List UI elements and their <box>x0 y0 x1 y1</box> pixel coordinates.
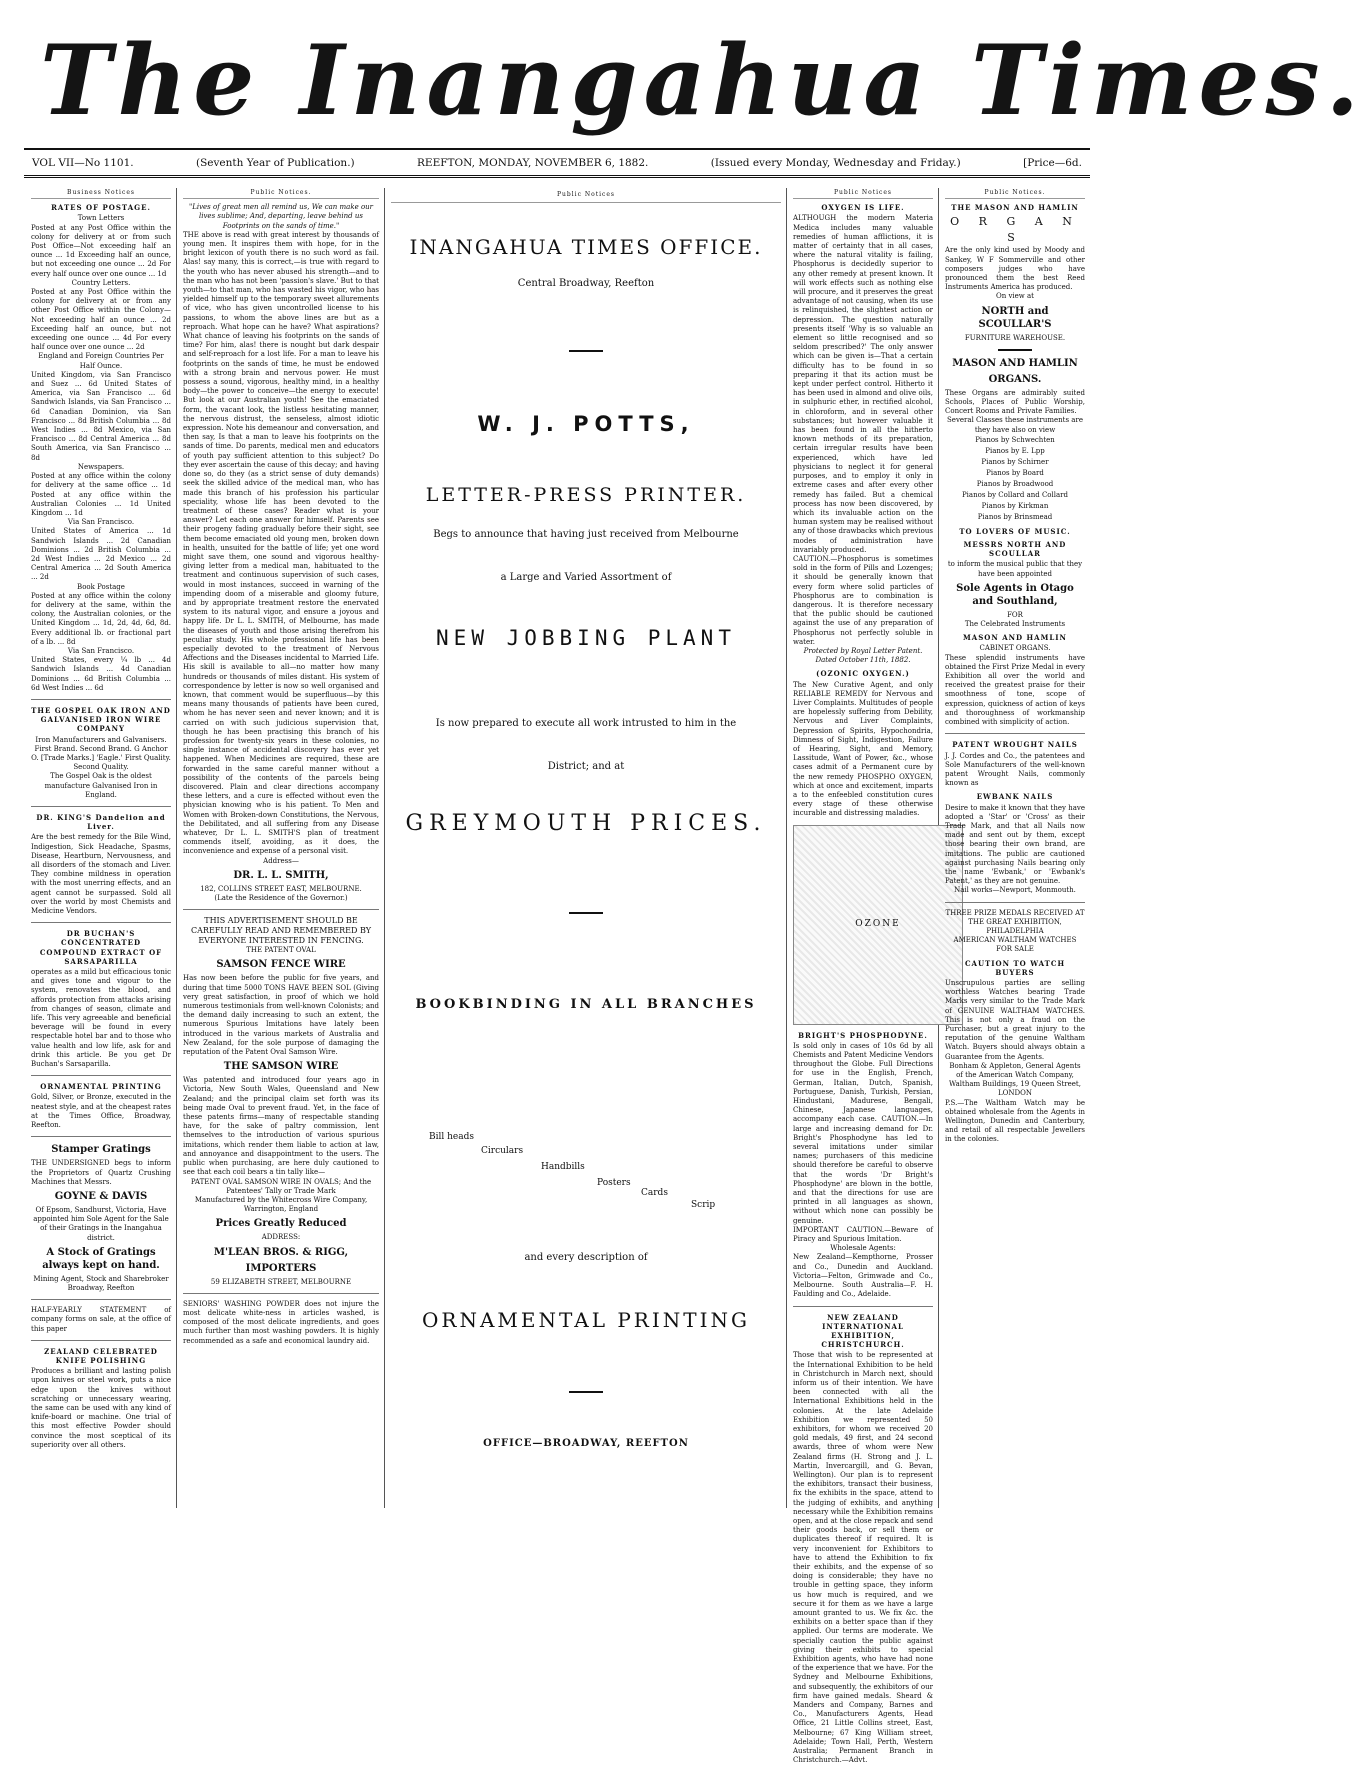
gospel-text: The Gospel Oak is the oldest manufacture Galvanised Iron in England. <box>44 772 158 799</box>
column-head: Public Notices <box>391 188 781 203</box>
issue-schedule: (Issued every Monday, Wednesday and Friday.) <box>710 156 961 169</box>
column-printer-advert <box>386 188 786 1508</box>
view-also: they have also on view <box>974 425 1056 434</box>
smith-name: DR. L. L. SMITH, <box>233 869 329 881</box>
circulars: Circulars <box>481 1146 524 1156</box>
job-types <box>391 1011 781 1211</box>
stock-text: A Stock of Gratings always kept on hand. <box>42 1246 160 1271</box>
protected: Protected by Royal Letter Patent. Dated October 11th, 1882. <box>803 646 923 665</box>
via2-text: United States, every ¼ lb ... 4d Sandwich Islands ... 4d Canadian Dominions ... 6d British Columbia ... 6d West Indies ... 6d <box>31 656 171 692</box>
column-head: Business Notices <box>31 188 171 199</box>
organs: ORGANS. <box>988 373 1042 385</box>
three-prize: THREE PRIZE MEDALS RECEIVED AT THE GREAT EXHIBITION, PHILADELPHIA <box>945 908 1085 935</box>
phosphodyne-engraving <box>793 825 963 1025</box>
newspapers-head: Newspapers. <box>77 462 125 471</box>
address-label: Address— <box>263 856 299 865</box>
price: [Price—6d. <box>1023 156 1082 169</box>
patent-oval: THE PATENT OVAL <box>246 946 316 955</box>
place-date: REEFTON, MONDAY, NOVEMBER 6, 1882. <box>417 156 649 169</box>
new-jobbing-plant: NEW JOBBING PLANT <box>436 626 736 650</box>
important-caution: IMPORTANT CAUTION.—Beware of Piracy and Spurious Imitation. <box>793 1225 933 1244</box>
brights-text: Is sold only in cases of 10s 6d by all Chemists and Patent Medicine Vendors throughout the Globe. Full Directions for use in the English, French, German, Italian, Dutch, Spanish, Portuguese, Danish, Turkish, Persian, Hindustani, Madurese, Bengali, Chinese, Japanese languages, accompany each case. CAUTION.—In large and increasing demand for Dr. Bright's Phosphodyne has led to several imitations under similar names; purchasers of this medicine should therefore be careful to observe that the words 'Dr Bright's Phosphodyne' are blown in the bottle, and that the directions for use are printed in all languages as shown, without which none can possibly be genuine. <box>793 1041 933 1225</box>
engraving-label: OZONE <box>855 919 901 929</box>
column-rule <box>384 188 385 1508</box>
smith-body: THE above is read with great interest by thousands of young men. It inspires them with hope, for in the bright lexicon of youth there is no such word as fail. Alas! say many, this is correct,—is true with regard to the youth who has never abused his strength—and to the man who has not been 'passion's slave.' But to that youth—to that man, who has wasted his vigor, who has yielded himself up to the temporary sweet allurements of vice, who has given uncontrolled license to his passions, to whom the above lines are but as a reproach. What hope can he have? What aspirations? What chance of leaving his footprints on the sands of time? For him, alas! there is nought but dark despair and self-reproach for a lost life. For a man to leave his footprints on the sands of time, he must be endowed with a strong brain and nervous power. He must possess a sound, vigorous, healthy mind, in a healthy body—the power to conceive—the energy to execute! But look at our Australian youth! See the emaciated form, the vacant look, the listless hesitating manner, the nervous distrust, the senseless, almost idiotic expression. Note his demeanour and conversation, and then say, Is that a man to leave his footprints on the sands of time. Do parents, medical men and educators of youth pay sufficient attention to this subject? Do they ever ascertain the cause of this decay; and having done so, do they (as a strict sense of duty demands) seek the skilled advice of the medical man, who has made this branch of his profession his particular speciality, whose life has been devoted to the treatment of these cases? Reader what is your answer? Let each one answer for himself. Parents see their progeny fading gradually before their sight, see them become emaciated old young men, broken down in health, unsuited for the battle of life; yet one word might save them, one sound and vigorous healthy-giving letter from a medical man, habituated to the treatment and continuous supervision of such cases, would in most instances, succeed in warning of the impending doom of a miserable and gloomy future, and by appropriate treatment restore the enervated system to its natural vigor, and ensure a joyous and happy life. Dr L. L. SMITH, of Melbourne, has made the diseases of youth and those arising therefrom his peculiar study. His whole professional life has been especially devoted to the treatment of Nervous Affections and the Diseases incidental to Married Life. His skill is available to all—no matter how many hundreds or thousands of miles distant. His system of correspondence by letter is now so well organised and known, that comment would be superfluous—by this means many thousands of patients have been cured, whom he has never seen and never known; and it is carried on with such judicious supervision that, though he has been practising this branch of his profession for twenty-six years in these colonies, no single instance of accidental discovery has ever yet happened. When Medicines are required, these are forwarded in the same careful manner without a possibility of the contents of the parcels being discovered. Plain and clear directions accompany these letters, and a cure is effected without even the physician knowing who is his patient. To Men and Women with Broken-down Constitutions, the Nervous, the Debilitated, and all suffering from any Disease whatever, Dr L. L. SMITH'S plan of treatment commends itself, avoiding, as it does, the inconvenience and expense of a personal visit. <box>183 230 379 856</box>
gospel-title: THE GOSPEL OAK IRON AND GALVANISED IRON WIRE COMPANY <box>31 705 171 734</box>
piano-item: Pianos by Schwechten <box>975 435 1055 444</box>
piano-item: Pianos by Board <box>986 468 1044 477</box>
messrs: MESSRS NORTH AND SCOULLAR <box>963 540 1067 559</box>
central-broadway: Central Broadway, Reefton <box>517 278 655 289</box>
potts-name: W. J. POTTS, <box>477 412 695 436</box>
town-letters-head: Town Letters <box>77 214 125 223</box>
half-yearly: HALF-YEARLY STATEMENT of company forms on sale, at the office of this paper <box>31 1306 171 1333</box>
publication-year: (Seventh Year of Publication.) <box>196 156 355 169</box>
country-letters-head: Country Letters. <box>71 278 131 287</box>
zealand-text: Produces a brilliant and lasting polish upon knives or steel work, puts a nice edge upon the knives without scratching or unnecessary wearing, the same can be used with any kind of knife-board or machine. One trial of this most effective Powder should convince the most sceptical of its superiority over all others. <box>31 1367 171 1449</box>
mclean-bros: M'LEAN BROS. & RIGG, <box>213 1246 349 1258</box>
ps-text: P.S.—The Waltham Watch may be obtained wholesale from the Agents in Wellington, Dunedin and Canterbury, and retail of all respectable Jewellers in the colonies. <box>945 1098 1085 1144</box>
masthead-title: The Inangahua Times. <box>40 24 1365 137</box>
samson2-text: Was patented and introduced four years ago in Victoria, New South Wales, Queensland and New Zealand; and the principal claim set forth was its being made Oval to prevent fraud. Yet, in the face of these patents firms—many of respectable standing have, for the sake of paltry commission, lent themselves to the introduction of various spurious imitations, which render them liable to action at law, and annoyance and disappointment to the users. The public when purchasing, are here duly cautioned to see that each coil bears a tin tally like— <box>183 1076 379 1177</box>
handbills: Handbills <box>541 1162 585 1172</box>
column-head: Public Notices. <box>183 188 379 199</box>
samson-text: Has now been before the public for five years, and during that time 5000 TONS HAVE BEEN SOL (Giving very great satisfaction, in proof of which we hold numerous testimonials from well-known Colonists; and the demand daily increasing to such an extent, the numerous Spurious Imitations have lately been introduced in the various markets of Australia and New Zealand, for the sole purpose of damaging the reputation of the Patent Oval Samson Wire. <box>183 974 379 1057</box>
smith-late: (Late the Residence of the Governor.) <box>214 894 348 903</box>
splendid-text: These splendid instruments have obtained the First Prize Medal in every Exhibition all over the world and received the greatest praise for their smoothness of tone, scope of expression, quickness of action of keys and thoroughness of workmanship combined with simplicity of action. <box>945 653 1085 727</box>
poem: "Lives of great men all remind us, We can make our lives sublime; And, departing, leave behind us Footprints on the sands of time." <box>188 203 374 230</box>
ornamental-text: Gold, Silver, or Bronze, executed in the neatest style, and at the cheapest rates at the Times Office, Broadway, Reefton. <box>31 1093 171 1130</box>
goyne-davis: GOYNE & DAVIS <box>54 1190 148 1202</box>
piano-item: Pianos by Brinsmead <box>977 512 1053 521</box>
gospel-brands: First Brand. Second Brand. G Anchor O. [Trade Marks.] 'Eagle.' First Quality. Second Quality. <box>31 744 171 772</box>
oxygen-title: OXYGEN IS LIFE. <box>821 203 905 213</box>
divider <box>998 349 1032 351</box>
wholesale-agents: New Zealand—Kempthorne, Prosser and Co., Dunedin and Auckland. Victoria—Felton, Grimwade and Co., Melbourne. South Australia—F. H. Faulding and Co., Adelaide. <box>793 1253 933 1299</box>
seniors-powder: SENIORS' WASHING POWDER does not injure the most delicate white-ness in articles washed, is composed of the most delicate ingredients, and goes much further than most washing powders. It is highly recommended as a safe and economical laundry aid. <box>183 1299 379 1345</box>
mason-top: THE MASON AND HAMLIN <box>951 203 1079 213</box>
district-text: District; and at <box>547 761 625 772</box>
bill-heads: Bill heads <box>429 1132 474 1142</box>
column-head: Public Notices <box>793 188 933 199</box>
inform-public: to inform the musical public that they have been appointed <box>947 560 1083 578</box>
cabinet-organs: CABINET ORGANS. <box>979 644 1051 653</box>
elizabeth-street: 59 ELIZABETH STREET, MELBOURNE <box>210 1277 352 1286</box>
cards: Cards <box>641 1188 668 1198</box>
via2-head: Via San Francisco. <box>67 646 135 655</box>
north-scoullar: NORTH and SCOULLAR'S <box>978 305 1052 330</box>
ozonic: (OZONIC OXYGEN.) <box>816 669 910 679</box>
piano-item: Pianos by Collard and Collard <box>961 490 1069 499</box>
bookbinding: BOOKBINDING IN ALL BRANCHES <box>415 997 757 1012</box>
on-view: On view at <box>995 292 1034 301</box>
bonham: Bonham & Appleton, General Agents of the American Watch Company, Waltham Buildings, 19 Queen Street, LONDON <box>949 1061 1081 1098</box>
mason-hamlin: MASON AND HAMLIN <box>952 357 1078 369</box>
caution-text: CAUTION.—Phosphorus is sometimes sold in the form of Pills and Lozenges; it should be generally known that every form where solid particles of Phosphorus are to combination is dangerous. It is therefore necessary that the public should be cautioned against the use of any preparation of Phosphorus not perfectly soluble in water. <box>793 554 933 646</box>
caution-watch: CAUTION TO WATCH BUYERS <box>964 958 1066 977</box>
greymouth-prices: GREYMOUTH PRICES. <box>405 811 767 836</box>
column-business-notices <box>26 188 176 1508</box>
buchan-title: DR BUCHAN'S CONCENTRATED COMPOUND EXTRACT OF SARSAPARILLA <box>39 929 163 966</box>
column-rule <box>176 188 177 1508</box>
zealand-title: ZEALAND CELEBRATED KNIFE POLISHING <box>44 1346 158 1365</box>
ozonic-text: The New Curative Agent, and only RELIABLE REMEDY for Nervous and Liver Complaints. Multitudes of people are hopelessly suffering from Debility, Nervous and Liver Complaints, Depression of Spirits, Hypochondria, Dimness of Sight, Indigestion, Failure of Hearing, Sight, and Memory, Lassitude, Want of Power, &c., whose cases admit of a Permanent cure by the new remedy PHOSPHO OXYGEN, which at once and excitement, imparts a to the enfeebled constitution cures every stage of these otherwise incurable and distressing maladies. <box>793 680 933 818</box>
dateline <box>24 148 1090 178</box>
stamper-title: Stamper Gratings <box>51 1144 151 1156</box>
tally: PATENT OVAL SAMSON WIRE IN OVALS; And the Patentees' Tally or Trade Mark <box>190 1177 372 1195</box>
book-postage-head: Book Postage <box>77 582 125 591</box>
king-title: DR. KING'S Dandelion and Liver. <box>36 813 166 832</box>
book-postage-text: Posted at any office within the colony for delivery at the same, within the colony, the Australian colonies, or the United Kingdom ... 1d, 2d, 4d, 6d, 8d. Every additional lb. or fractional part of a lb. ... 8d <box>31 591 171 646</box>
patent-nails: PATENT WROUGHT NAILS <box>952 740 1078 750</box>
via-head: Via San Francisco. <box>67 518 135 527</box>
letterpress-printer: LETTER-PRESS PRINTER. <box>425 484 747 506</box>
organs-spaced: O R G A N S <box>950 215 1080 245</box>
piano-item: Pianos by E. Lpp <box>985 446 1045 455</box>
nail-works: Nail works—Newport, Monmouth. <box>954 886 1076 895</box>
ewbank-text: Desire to make it known that they have adopted a 'Star' or 'Cross' as their Trade Mark, and that all Nails now made and sent out by them, except those bearing their own brand, are imitations. The public are cautioned against purchasing Nails bearing only the name 'Ewbank,' or 'Ewbank's Patent,' as they are not genuine. <box>945 803 1085 886</box>
mining-agent: Mining Agent, Stock and Sharebroker Broadway, Reefton <box>33 1274 169 1292</box>
organs-suited: These Organs are admirably suited Schools, Places of Public Worship, Concert Rooms and Private Families. <box>945 388 1085 416</box>
importers: IMPORTERS <box>245 1262 317 1274</box>
american-waltham: AMERICAN WALTHAM WATCHES FOR SALE <box>953 936 1077 954</box>
manufactured-by: Manufactured by the Whitecross Wire Company, Warrington, England <box>194 1195 368 1214</box>
every-description: and every description of <box>524 1252 648 1263</box>
several-classes: Several Classes these instruments are <box>947 416 1083 425</box>
piano-item: Pianos by Schirner <box>981 457 1049 466</box>
fencing-advert: THIS ADVERTISEMENT SHOULD BE CAREFULLY READ AND REMEMBERED BY EVERYONE INTERESTED IN FENCING. <box>191 916 371 946</box>
gospel-sub: Iron Manufacturers and Galvanisers. <box>35 735 167 744</box>
via-text: United States of America ... 1d Sandwich Islands ... 2d Canadian Dominions ... 2d British Columbia ... 2d West Indies ... 2d Mexico ... 2d Central America ... 2d South America ... 2d <box>31 527 171 582</box>
newspapers-text: Posted at any office within the colony for delivery at the same office ... 1d Posted at any office within the Australian Colonies ... 1d United Kingdom ... 1d <box>31 472 171 517</box>
piano-item: Pianos by Kirkman <box>981 501 1049 510</box>
prepared-text: Is now prepared to execute all work intrusted to him in the <box>435 718 737 729</box>
column-public-notices-4 <box>940 188 1090 1508</box>
celebrated: The Celebrated Instruments <box>964 620 1066 629</box>
nzie-title: NEW ZEALAND INTERNATIONAL EXHIBITION, CHRISTCHURCH. <box>821 1312 905 1350</box>
column-rule <box>786 188 787 1508</box>
ornamental-printing: ORNAMENTAL PRINTING <box>422 1308 750 1332</box>
mason-hamlin-3: MASON AND HAMLIN <box>963 633 1067 643</box>
piano-item: Pianos by Broadwood <box>976 479 1054 488</box>
england-head: England and Foreign Countries Per Half Ounce. <box>38 352 164 370</box>
begs-announce: Begs to announce that having just received from Melbourne <box>433 529 739 540</box>
used-by: Are the only kind used by Moody and Sankey, W F Sommerville and other composers judges who have pronounced them the best Reed Instruments America has produced. <box>945 246 1085 292</box>
smith-address: 182, COLLINS STREET EAST, MELBOURNE. <box>200 884 362 893</box>
volume-number: VOL VII—No 1101. <box>32 156 134 169</box>
posters: Posters <box>597 1178 631 1188</box>
england-text: United Kingdom, via San Francisco and Suez ... 6d United States of America, via San Francisco ... 6d Sandwich Islands, via San Francisco ... 6d Canadian Dominion, via San Francisco ... 8d British Columbia ... 8d West Indies ... 8d Mexico, via San Francisco ... 8d Central America ... 8d South America, via San Francisco ... 8d <box>31 370 171 462</box>
nzie-text: Those that wish to be represented at the International Exhibition to be held in Christchurch in March next, should inform us of their intention. We have been connected with all the International Exhibitions held in the colonies. At the late Adelaide Exhibition we represented 50 exhibitors, for whom we received 20 gold medals, 49 first, and 24 second awards, three of whom were New Zealand firms (H. Strong and J. L. Martin, Invercargill, and G. Bevan, Wellington). Our plan is to represent the exhibitors, transact their business, fix the exhibits in the space, attend to the judging of exhibits, and anything necessary while the Exhibition remains open, and at the close repack and send their goods back, or sell them or duplicates thereof if required. It is very inconvenient for Exhibitors to have to attend the Exhibition to fix their exhibits, and the expense of so doing is considerable; they have no trouble in getting space, they inform us how much is required, and we secure it for them as we have a large amount granted to us. We fix &c. the exhibits on a better space than if they applied. Our terms are moderate. We specially caution the public against giving their exhibits to special Exhibition agents, who have had none of the experience that we have. For the Sydney and Melbourne Exhibitions, and subsequently, the exhibitors of our firm have gained medals. Sheard & Manders and Company, Barnes and Co., Manufacturers Agents, Head Office, 21 Little Collins street, East, Melbourne; 67 King William street, Adelaide; Town Hall, Perth, Western Australia; Permanent Branch in Christchurch.—Advt. <box>793 1351 933 1765</box>
postage-title: RATES OF POSTAGE. <box>51 203 151 213</box>
ewbank: EWBANK NAILS <box>976 792 1054 802</box>
wholesale-head: Wholesale Agents: <box>830 1244 896 1253</box>
town-letters-text: Posted at any Post Office within the colony for delivery at or from such Post Office—Not exceeding half an ounce ... 1d Exceeding half an ounce, but not exceeding one ounce ... 2d For every half ounce over one ounce ... 1d <box>31 223 171 278</box>
for: FOR <box>1007 610 1023 619</box>
ornamental-title: ORNAMENTAL PRINTING <box>40 1082 162 1092</box>
scrip: Scrip <box>691 1200 716 1210</box>
oxygen-text: ALTHOUGH the modern Materia Medica includes many valuable remedies of human afflictions, it is matter of certainty that in all cases, where the natural vitality is failing, Phosphorus is decidedly superior to any other remedy at present known. It will work effects such as nothing else will procure, and it preserves the great advantage of not causing, when its use is relinquished, the slightest action or depression. The question naturally presents itself 'Why is so valuable an element so little recognised and so seldom prescribed?' The only answer which can be given is—That a certain difficulty has to be found in so preparing it that its action must be kept under perfect control. Hitherto it has been used in almond and olive oils, in sulphuric ether, in rectified alcohol, in chloroform, and in several other substances; but however valuable it has been found in all the hitherto known methods of its preparation, certain irregular results have been experienced, which have led physicians to neglect it for general purposes, and to employ it only in extreme cases and after every other remedy has failed. But a chemical process has now been discovered, by which its invaluable action on the human system may be realised without any of those drawbacks which previous modes of administration have invariably produced. <box>793 214 933 554</box>
sole-agents: Sole Agents in Otago and Southland, <box>956 582 1074 607</box>
office-title: INANGAHUA TIMES OFFICE. <box>409 235 763 259</box>
brights-title: BRIGHT'S PHOSPHODYNE. <box>798 1030 928 1040</box>
king-text: Are the best remedy for the Bile Wind, Indigestion, Sick Headache, Spasms, Disease, Heartburn, Nervousness, and all disorders of the stomach and Liver. They combine mildness in operation with the most unerring effects, and an agent cannot be surpassed. Sold all over the world by most Chemists and Medicine Vendors. <box>31 833 171 916</box>
goyne-text: Of Epsom, Sandhurst, Victoria, Have appointed him Sole Agent for the Sale of their Gratings in the Inangahua district. <box>33 1205 169 1242</box>
patent-nails-text: J. J. Cordes and Co., the patentees and Sole Manufacturers of the well-known patent Wrought Nails, commonly known as <box>945 751 1085 788</box>
column-head: Public Notices. <box>945 188 1085 199</box>
piano-list <box>945 435 1085 523</box>
large-assortment: a Large and Varied Assortment of <box>500 572 672 583</box>
furniture-warehouse: FURNITURE WAREHOUSE. <box>964 333 1066 342</box>
country-letters-text: Posted at any Post Office within the colony for delivery at or from any other Post Office within the Colony—Not exceeding half an ounce ... 2d Exceeding half an ounce, but not exceeding one ounce ... 4d For every half ounce over one ounce ... 2d <box>31 288 171 352</box>
samson2-title: THE SAMSON WIRE <box>223 1061 339 1073</box>
column-public-notices-1 <box>178 188 384 1508</box>
samson-title: SAMSON FENCE WIRE <box>216 959 346 971</box>
prices-reduced: Prices Greatly Reduced <box>215 1218 347 1230</box>
undersigned-text: THE UNDERSIGNED begs to inform the Proprietors of Quartz Crushing Machines that Messrs. <box>31 1159 171 1186</box>
buchan-text: operates as a mild but efficacious tonic and gives tone and vigour to the system, renovates the blood, and affords protection from attacks arising from changes of season, climate and life. This very agreeable and beneficial beverage will be found in every respectable hotel bar and to those who value health and low life, ask for and drink this article. Be you get Dr Buchan's Sarsaparilla. <box>31 968 171 1069</box>
office-broadway: OFFICE—BROADWAY, REEFTON <box>483 1438 689 1449</box>
caution-watch-text: Unscrupulous parties are selling worthless Watches bearing Trade Marks very similar to the Trade Mark of GENUINE WALTHAM WATCHES. This is not only a fraud on the Purchaser, but a great injury to the reputation of the genuine Waltham Watch. Buyers should always obtain a Guarantee from the Agents. <box>945 978 1085 1061</box>
address-label-2: ADDRESS: <box>261 1233 301 1242</box>
column-public-notices-3 <box>788 188 938 1765</box>
lovers-music: TO LOVERS OF MUSIC. <box>959 526 1071 536</box>
